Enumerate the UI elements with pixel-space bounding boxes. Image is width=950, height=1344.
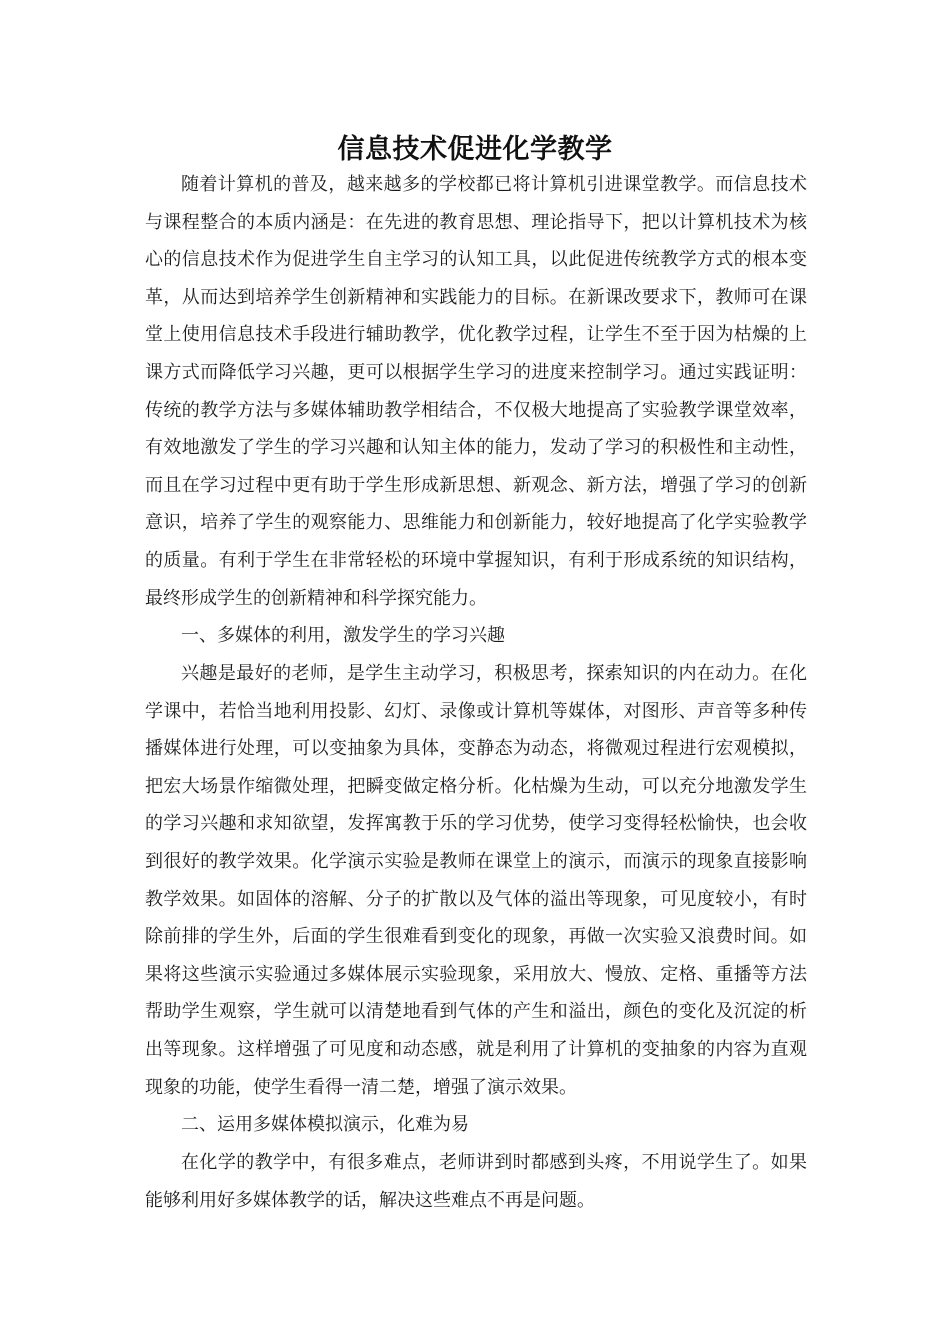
section-1-paragraph: 兴趣是最好的老师，是学生主动学习，积极思考，探索知识的内在动力。在化学课中，若恰当地利用投影、幻灯、录像或计算机等媒体，对图形、声音等多种传播媒体进行处理，可以变抽象为具体，变静态为动态，将微观过程进行宏观模拟，把宏大场景作缩微处理，把瞬变做定格分析。化枯燥为生动，可以充分地激发学生的学习兴趣和求知欲望，发挥寓教于乐的学习优势，使学习变得轻松愉快，也会收到很好的教学效果。化学演示实验是教师在课堂上的演示，而演示的现象直接影响教学效果。如固体的溶解、分子的扩散以及气体的溢出等现象，可见度较小，有时除前排的学生外，后面的学生很难看到变化的现象，再做一次实验又浪费时间。如果将这些演示实验通过多媒体展示实验现象，采用放大、慢放、定格、重播等方法帮助学生观察，学生就可以清楚地看到气体的产生和溢出，颜色的变化及沉淀的析出等现象。这样增强了可见度和动态感，就是利用了计算机的变抽象的内容为直观现象的功能，使学生看得一清二楚，增强了演示效果。 [145,663,807,1098]
document-title: 信息技术促进化学教学 [337,134,613,165]
intro-paragraph: 随着计算机的普及，越来越多的学校都已将计算机引进课堂教学。而信息技术与课程整合的本质内涵是：在先进的教育思想、理论指导下，把以计算机技术为核心的信息技术作为促进学生自主学习的认知工具，以此促进传统教学方式的根本变革，从而达到培养学生创新精神和实践能力的目标。在新课改要求下，教师可在课堂上使用信息技术手段进行辅助教学，优化教学过程，让学生不至于因为枯燥的上课方式而降低学习兴趣，更可以根据学生学习的进度来控制学习。通过实践证明：传统的教学方法与多媒体辅助教学相结合，不仅极大地提高了实验教学课堂效率，有效地激发了学生的学习兴趣和认知主体的能力，发动了学习的积极性和主动性，而且在学习过程中更有助于学生形成新思想、新观念、新方法，增强了学习的创新意识，培养了学生的观察能力、思维能力和创新能力，较好地提高了化学实验教学的质量。有利于学生在非常轻松的环境中掌握知识，有利于形成系统的知识结构，最终形成学生的创新精神和科学探究能力。 [145,174,807,609]
section-1-heading: 一、多媒体的利用，激发学生的学习兴趣 [181,625,505,646]
section-2-paragraph: 在化学的教学中，有很多难点，老师讲到时都感到头疼，不用说学生了。如果能够利用好多媒体教学的话，解决这些难点不再是问题。 [145,1152,807,1211]
section-2-heading: 二、运用多媒体模拟演示，化难为易 [181,1114,469,1135]
